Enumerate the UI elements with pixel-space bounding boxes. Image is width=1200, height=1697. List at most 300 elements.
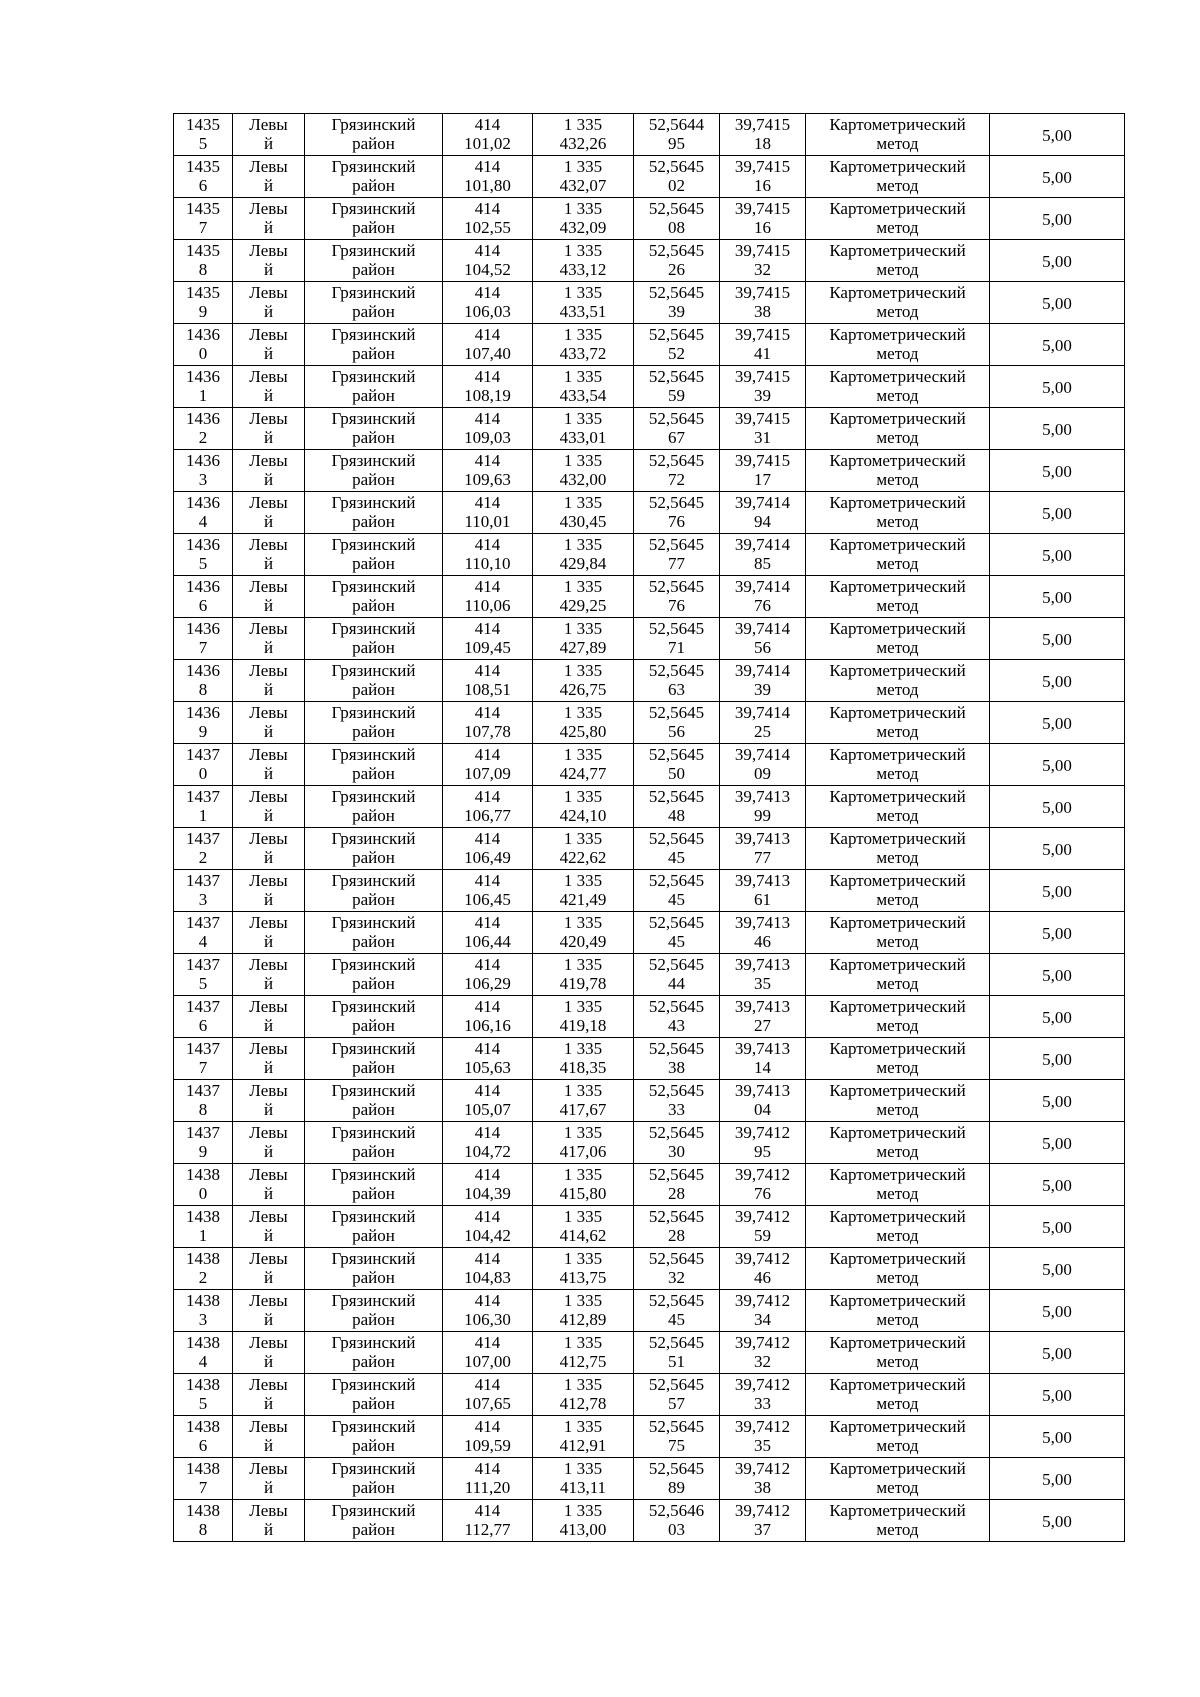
bank-side-line-2: й	[263, 722, 274, 741]
longitude-line-1: 39,7413	[734, 787, 791, 806]
bank-side-line-2: й	[263, 932, 274, 951]
point-number-line-2: 7	[198, 1478, 208, 1497]
method-cell	[806, 744, 990, 786]
bank-side-line-2: й	[263, 848, 274, 867]
method-line-2: метод	[876, 596, 919, 615]
x-coordinate-cell	[443, 1416, 533, 1458]
y-coordinate-line-2: 433,54	[559, 386, 607, 405]
x-coordinate-cell	[443, 282, 533, 324]
table-row	[174, 1164, 1125, 1206]
accuracy-cell	[990, 324, 1125, 366]
x-coordinate-line-1: 414	[474, 1039, 501, 1058]
latitude-cell	[634, 450, 720, 492]
latitude-cell	[634, 702, 720, 744]
method-cell	[806, 786, 990, 828]
x-coordinate-line-1: 414	[474, 1291, 501, 1310]
bank-side-line-1: Левы	[249, 535, 288, 554]
bank-side-line-2: й	[263, 1226, 274, 1245]
point-number-cell	[174, 156, 233, 198]
point-number-line-1: 1437	[186, 871, 220, 890]
longitude-cell	[720, 912, 806, 954]
latitude-line-2: 28	[668, 1226, 685, 1245]
x-coordinate-cell	[443, 702, 533, 744]
method-line-1: Картометрический	[829, 619, 966, 638]
bank-side-line-2: й	[263, 1184, 274, 1203]
method-cell	[806, 282, 990, 324]
table-row	[174, 1374, 1125, 1416]
x-coordinate-line-1: 414	[474, 913, 501, 932]
point-number-cell	[174, 1458, 233, 1500]
y-coordinate-cell	[533, 912, 634, 954]
longitude-line-1: 39,7415	[734, 241, 791, 260]
point-number-cell	[174, 1038, 233, 1080]
bank-side-cell	[233, 366, 305, 408]
latitude-cell	[634, 1038, 720, 1080]
latitude-cell	[634, 534, 720, 576]
longitude-line-1: 39,7415	[734, 157, 791, 176]
y-coordinate-line-1: 1 335	[563, 745, 603, 764]
latitude-line-1: 52,5645	[648, 1417, 705, 1436]
y-coordinate-cell	[533, 324, 634, 366]
point-number-cell	[174, 1080, 233, 1122]
point-number-line-1: 1436	[186, 367, 220, 386]
y-coordinate-line-1: 1 335	[563, 661, 603, 680]
point-number-line-2: 0	[198, 344, 208, 363]
point-number-line-1: 1438	[186, 1459, 220, 1478]
x-coordinate-line-2: 112,77	[464, 1520, 511, 1539]
x-coordinate-cell	[443, 870, 533, 912]
bank-side-line-1: Левы	[249, 241, 288, 260]
y-coordinate-line-1: 1 335	[563, 787, 603, 806]
method-line-1: Картометрический	[829, 283, 966, 302]
longitude-cell	[720, 1122, 806, 1164]
point-number-cell	[174, 1416, 233, 1458]
point-number-line-1: 1436	[186, 409, 220, 428]
method-cell	[806, 870, 990, 912]
point-number-line-2: 8	[198, 1520, 208, 1539]
method-line-1: Картометрический	[829, 493, 966, 512]
bank-side-line-2: й	[263, 344, 274, 363]
latitude-line-1: 52,5645	[648, 745, 705, 764]
point-number-line-1: 1438	[186, 1333, 220, 1352]
accuracy-value: 5,00	[1042, 293, 1072, 313]
method-line-2: метод	[876, 764, 919, 783]
district-line-1: Грязинский	[331, 451, 416, 470]
accuracy-cell	[990, 366, 1125, 408]
longitude-line-2: 59	[754, 1226, 771, 1245]
district-line-2: район	[352, 1268, 395, 1287]
method-line-1: Картометрический	[829, 703, 966, 722]
bank-side-cell	[233, 282, 305, 324]
x-coordinate-line-1: 414	[474, 241, 501, 260]
accuracy-value: 5,00	[1042, 1091, 1072, 1111]
y-coordinate-line-2: 433,01	[559, 428, 607, 447]
longitude-line-1: 39,7415	[734, 367, 791, 386]
x-coordinate-cell	[443, 114, 533, 156]
accuracy-value: 5,00	[1042, 503, 1072, 523]
point-number-cell	[174, 996, 233, 1038]
accuracy-value: 5,00	[1042, 1133, 1072, 1153]
longitude-line-1: 39,7414	[734, 535, 791, 554]
point-number-line-2: 1	[198, 386, 208, 405]
accuracy-value: 5,00	[1042, 587, 1072, 607]
method-cell	[806, 1080, 990, 1122]
latitude-cell	[634, 1164, 720, 1206]
latitude-line-2: 45	[668, 1310, 685, 1329]
method-line-2: метод	[876, 1184, 919, 1203]
x-coordinate-cell	[443, 1248, 533, 1290]
x-coordinate-line-2: 108,19	[464, 386, 511, 405]
x-coordinate-line-2: 104,39	[464, 1184, 511, 1203]
latitude-line-2: 02	[668, 176, 685, 195]
method-line-1: Картометрический	[829, 1165, 966, 1184]
point-number-line-2: 1	[198, 1226, 208, 1245]
x-coordinate-line-1: 414	[474, 451, 501, 470]
y-coordinate-line-2: 430,45	[559, 512, 607, 531]
accuracy-cell	[990, 786, 1125, 828]
longitude-cell	[720, 996, 806, 1038]
point-number-line-1: 1437	[186, 745, 220, 764]
district-cell	[305, 1122, 443, 1164]
x-coordinate-cell	[443, 786, 533, 828]
x-coordinate-cell	[443, 156, 533, 198]
bank-side-line-2: й	[263, 1058, 274, 1077]
x-coordinate-line-2: 106,77	[464, 806, 511, 825]
longitude-line-2: 38	[754, 302, 771, 321]
x-coordinate-line-2: 109,45	[464, 638, 511, 657]
method-cell	[806, 1374, 990, 1416]
table-row	[174, 660, 1125, 702]
longitude-line-1: 39,7414	[734, 703, 791, 722]
longitude-line-1: 39,7415	[734, 325, 791, 344]
point-number-cell	[174, 912, 233, 954]
bank-side-line-2: й	[263, 512, 274, 531]
district-cell	[305, 282, 443, 324]
bank-side-cell	[233, 1248, 305, 1290]
method-cell	[806, 1038, 990, 1080]
latitude-line-1: 52,5645	[648, 1459, 705, 1478]
x-coordinate-line-2: 106,49	[464, 848, 511, 867]
y-coordinate-cell	[533, 450, 634, 492]
latitude-cell	[634, 156, 720, 198]
point-number-line-1: 1438	[186, 1501, 220, 1520]
x-coordinate-line-1: 414	[474, 829, 501, 848]
latitude-line-2: 51	[668, 1352, 685, 1371]
point-number-cell	[174, 1332, 233, 1374]
table-row	[174, 1038, 1125, 1080]
table-row	[174, 1416, 1125, 1458]
longitude-line-2: 77	[754, 848, 771, 867]
latitude-line-2: 59	[668, 386, 685, 405]
longitude-line-1: 39,7412	[734, 1459, 791, 1478]
point-number-cell	[174, 954, 233, 996]
method-line-1: Картометрический	[829, 787, 966, 806]
latitude-line-2: 26	[668, 260, 685, 279]
district-line-1: Грязинский	[331, 1501, 416, 1520]
bank-side-line-2: й	[263, 1310, 274, 1329]
longitude-cell	[720, 366, 806, 408]
y-coordinate-line-2: 414,62	[559, 1226, 607, 1245]
bank-side-cell	[233, 450, 305, 492]
accuracy-value: 5,00	[1042, 1007, 1072, 1027]
method-line-2: метод	[876, 134, 919, 153]
district-cell	[305, 324, 443, 366]
method-cell	[806, 576, 990, 618]
bank-side-line-1: Левы	[249, 1249, 288, 1268]
point-number-line-2: 3	[198, 1310, 208, 1329]
method-line-1: Картометрический	[829, 1081, 966, 1100]
accuracy-cell	[990, 996, 1125, 1038]
y-coordinate-line-2: 422,62	[559, 848, 607, 867]
longitude-line-2: 38	[754, 1478, 771, 1497]
bank-side-cell	[233, 156, 305, 198]
district-line-2: район	[352, 1436, 395, 1455]
x-coordinate-line-2: 110,01	[464, 512, 511, 531]
y-coordinate-line-1: 1 335	[563, 157, 603, 176]
longitude-line-1: 39,7413	[734, 1081, 791, 1100]
district-cell	[305, 744, 443, 786]
point-number-line-2: 3	[198, 470, 208, 489]
method-line-1: Картометрический	[829, 1375, 966, 1394]
point-number-line-2: 5	[198, 1394, 208, 1413]
point-number-line-1: 1438	[186, 1291, 220, 1310]
accuracy-value: 5,00	[1042, 167, 1072, 187]
longitude-line-2: 46	[754, 932, 771, 951]
method-line-1: Картометрический	[829, 535, 966, 554]
y-coordinate-cell	[533, 828, 634, 870]
method-line-2: метод	[876, 218, 919, 237]
bank-side-line-1: Левы	[249, 199, 288, 218]
point-number-line-1: 1437	[186, 997, 220, 1016]
point-number-line-2: 7	[198, 218, 208, 237]
point-number-line-2: 9	[198, 722, 208, 741]
latitude-line-1: 52,5645	[648, 367, 705, 386]
table-row	[174, 828, 1125, 870]
accuracy-value: 5,00	[1042, 1259, 1072, 1279]
bank-side-line-2: й	[263, 764, 274, 783]
x-coordinate-line-2: 109,59	[464, 1436, 511, 1455]
table-row	[174, 282, 1125, 324]
accuracy-cell	[990, 492, 1125, 534]
method-line-2: метод	[876, 1058, 919, 1077]
point-number-cell	[174, 1206, 233, 1248]
bank-side-line-1: Левы	[249, 1333, 288, 1352]
district-cell	[305, 1164, 443, 1206]
accuracy-cell	[990, 1164, 1125, 1206]
point-number-line-2: 4	[198, 932, 208, 951]
table-row	[174, 114, 1125, 156]
table-row	[174, 366, 1125, 408]
y-coordinate-line-2: 413,75	[559, 1268, 607, 1287]
x-coordinate-line-1: 414	[474, 535, 501, 554]
x-coordinate-cell	[443, 366, 533, 408]
latitude-line-2: 43	[668, 1016, 685, 1035]
x-coordinate-cell	[443, 1374, 533, 1416]
point-number-line-1: 1437	[186, 1123, 220, 1142]
y-coordinate-line-2: 427,89	[559, 638, 607, 657]
bank-side-cell	[233, 114, 305, 156]
y-coordinate-line-2: 421,49	[559, 890, 607, 909]
y-coordinate-line-2: 417,06	[559, 1142, 607, 1161]
bank-side-cell	[233, 660, 305, 702]
accuracy-cell	[990, 870, 1125, 912]
accuracy-value: 5,00	[1042, 461, 1072, 481]
longitude-line-2: 35	[754, 1436, 771, 1455]
method-line-2: метод	[876, 890, 919, 909]
point-number-cell	[174, 702, 233, 744]
longitude-line-2: 39	[754, 386, 771, 405]
x-coordinate-cell	[443, 1122, 533, 1164]
longitude-line-1: 39,7414	[734, 661, 791, 680]
latitude-line-1: 52,5645	[648, 199, 705, 218]
longitude-cell	[720, 534, 806, 576]
latitude-line-2: 30	[668, 1142, 685, 1161]
point-number-line-1: 1437	[186, 913, 220, 932]
point-number-line-1: 1437	[186, 1039, 220, 1058]
longitude-line-1: 39,7415	[734, 283, 791, 302]
latitude-line-2: 33	[668, 1100, 685, 1119]
y-coordinate-line-1: 1 335	[563, 1459, 603, 1478]
latitude-line-2: 39	[668, 302, 685, 321]
table-row	[174, 240, 1125, 282]
point-number-line-2: 4	[198, 1352, 208, 1371]
district-cell	[305, 156, 443, 198]
bank-side-cell	[233, 912, 305, 954]
method-cell	[806, 240, 990, 282]
y-coordinate-line-1: 1 335	[563, 1039, 603, 1058]
district-cell	[305, 1332, 443, 1374]
bank-side-cell	[233, 1374, 305, 1416]
x-coordinate-line-2: 101,02	[464, 134, 511, 153]
district-line-2: район	[352, 386, 395, 405]
latitude-cell	[634, 912, 720, 954]
latitude-line-1: 52,5645	[648, 1081, 705, 1100]
point-number-line-2: 7	[198, 1058, 208, 1077]
bank-side-line-2: й	[263, 134, 274, 153]
x-coordinate-line-1: 414	[474, 703, 501, 722]
longitude-line-1: 39,7415	[734, 409, 791, 428]
point-number-line-2: 0	[198, 764, 208, 783]
district-line-1: Грязинский	[331, 1417, 416, 1436]
longitude-line-2: 32	[754, 260, 771, 279]
district-line-1: Грязинский	[331, 997, 416, 1016]
accuracy-value: 5,00	[1042, 209, 1072, 229]
accuracy-cell	[990, 1122, 1125, 1164]
longitude-cell	[720, 870, 806, 912]
latitude-line-2: 45	[668, 848, 685, 867]
district-line-1: Грязинский	[331, 1123, 416, 1142]
longitude-line-1: 39,7412	[734, 1501, 791, 1520]
method-cell	[806, 1164, 990, 1206]
longitude-cell	[720, 786, 806, 828]
y-coordinate-line-2: 413,11	[559, 1478, 607, 1497]
method-line-2: метод	[876, 344, 919, 363]
bank-side-line-2: й	[263, 176, 274, 195]
x-coordinate-cell	[443, 1500, 533, 1542]
bank-side-line-1: Левы	[249, 829, 288, 848]
y-coordinate-cell	[533, 492, 634, 534]
accuracy-cell	[990, 282, 1125, 324]
method-line-1: Картометрический	[829, 409, 966, 428]
y-coordinate-line-1: 1 335	[563, 1417, 603, 1436]
x-coordinate-line-2: 104,72	[464, 1142, 511, 1161]
table-row	[174, 492, 1125, 534]
district-cell	[305, 1248, 443, 1290]
x-coordinate-cell	[443, 1038, 533, 1080]
y-coordinate-line-1: 1 335	[563, 1375, 603, 1394]
method-line-1: Картометрический	[829, 1249, 966, 1268]
point-number-line-2: 1	[198, 806, 208, 825]
district-line-1: Грязинский	[331, 199, 416, 218]
longitude-line-1: 39,7413	[734, 1039, 791, 1058]
method-cell	[806, 1290, 990, 1332]
bank-side-line-1: Левы	[249, 493, 288, 512]
x-coordinate-cell	[443, 996, 533, 1038]
latitude-line-1: 52,5645	[648, 283, 705, 302]
y-coordinate-cell	[533, 618, 634, 660]
longitude-cell	[720, 114, 806, 156]
method-line-1: Картометрический	[829, 367, 966, 386]
coordinates-table	[173, 113, 1125, 1542]
point-number-line-2: 6	[198, 176, 208, 195]
latitude-line-2: 50	[668, 764, 685, 783]
district-cell	[305, 954, 443, 996]
bank-side-line-2: й	[263, 428, 274, 447]
longitude-line-2: 39	[754, 680, 771, 699]
y-coordinate-cell	[533, 786, 634, 828]
point-number-line-1: 1435	[186, 157, 220, 176]
method-line-2: метод	[876, 722, 919, 741]
longitude-line-1: 39,7414	[734, 577, 791, 596]
table-row	[174, 1290, 1125, 1332]
latitude-line-2: 72	[668, 470, 685, 489]
point-number-line-1: 1436	[186, 577, 220, 596]
district-line-2: район	[352, 1478, 395, 1497]
district-line-1: Грязинский	[331, 619, 416, 638]
longitude-line-2: 56	[754, 638, 771, 657]
district-line-2: район	[352, 806, 395, 825]
district-line-2: район	[352, 1142, 395, 1161]
y-coordinate-cell	[533, 1332, 634, 1374]
district-cell	[305, 1290, 443, 1332]
latitude-cell	[634, 324, 720, 366]
table-row	[174, 912, 1125, 954]
y-coordinate-cell	[533, 1374, 634, 1416]
method-line-1: Картометрический	[829, 745, 966, 764]
y-coordinate-cell	[533, 744, 634, 786]
y-coordinate-line-1: 1 335	[563, 1081, 603, 1100]
y-coordinate-line-2: 433,51	[559, 302, 607, 321]
latitude-line-1: 52,5645	[648, 871, 705, 890]
longitude-cell	[720, 1374, 806, 1416]
longitude-cell	[720, 156, 806, 198]
method-line-2: метод	[876, 1352, 919, 1371]
point-number-cell	[174, 870, 233, 912]
longitude-cell	[720, 1290, 806, 1332]
x-coordinate-line-2: 111,20	[464, 1478, 511, 1497]
y-coordinate-cell	[533, 240, 634, 282]
district-line-2: район	[352, 512, 395, 531]
x-coordinate-line-1: 414	[474, 1501, 501, 1520]
y-coordinate-line-2: 424,77	[559, 764, 607, 783]
accuracy-value: 5,00	[1042, 797, 1072, 817]
y-coordinate-cell	[533, 1164, 634, 1206]
x-coordinate-cell	[443, 1458, 533, 1500]
x-coordinate-line-1: 414	[474, 1375, 501, 1394]
district-line-2: район	[352, 470, 395, 489]
latitude-cell	[634, 366, 720, 408]
method-line-2: метод	[876, 848, 919, 867]
